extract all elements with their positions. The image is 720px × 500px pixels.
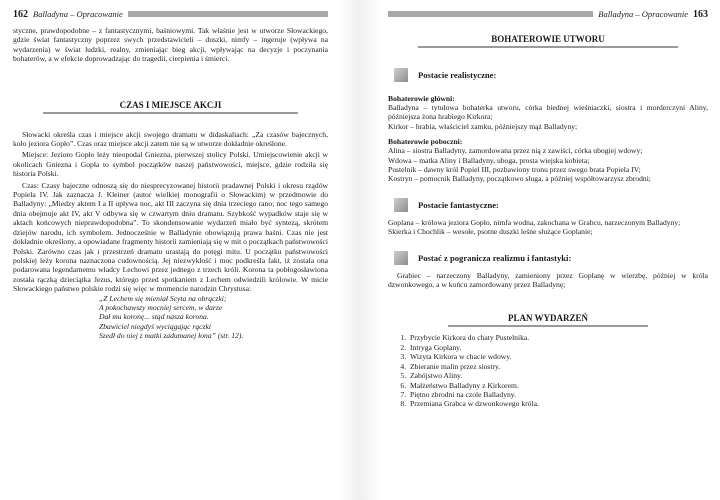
section-heading: BOHATEROWIE UTWORU [491,34,605,44]
category-borderline [394,251,708,265]
right-section-title: Balladyna – Opracowanie [598,9,688,19]
plan-heading: PLAN WYDARZEŃ [507,313,589,324]
character-entry: Kirkor – hrabia, właściciel zamku, późniejszy mąż Balladyny; [388,121,578,131]
heading-box [43,100,298,114]
list-item: 5. Zabójstwo Aliny. [408,371,708,380]
quote-line: „Z Lechem się mieniał Scyta na obrączki; [99,293,227,303]
quote-line: A pokochawszy mocniej sercem, w darze [99,302,223,312]
character-entry: Wdowa – matka Aliny i Balladyny, uboga, prosta wiejska kobieta; [388,155,590,165]
right-running-header [388,6,708,22]
side-characters-label: Bohaterowie poboczni: [388,137,463,147]
quote-line: Dał mu koronę... stąd nasza korona. [99,312,209,322]
character-entry: Pustelnik – dawny król Popiel III, pozbawiony tronu przez swego brata Popiela IV; [388,165,641,175]
character-entry: Balladyna – tytułowa bohaterka utworu, córka biednej wieśniaczki, siostra i morderczyni Aliny, późniejsza żona hrabiego Kirkora; [388,103,708,122]
list-item: 3. Wizyta Kirkora w chacie wdowy. [408,352,708,361]
character-entry: Goplana – królowa jeziora Gopło, nimfa wodna, zakochana w Grabcu, narzeczonym Balladyny; [388,217,681,227]
character-entry: Skierka i Chochlik – wesołe, psotne duszki leśne służące Goplanie; [388,227,593,237]
intro-paragraph: styczne, prawdopodobne – z fantastycznymi, baśniowymi. Tak właśnie jest w utworze Słowackiego, gdzie świat fantastyczny poprzez swych przedstawicieli – duszki, nimfy – ingeruje (wpływa na wydarzenia) w świat ludzki, realny, zmieniając bieg akcji, wpływając na decyzje i poczynania bohaterów, a w efekcie doprowadzając do tragedii, cierpienia i śmierci. [13,26,328,64]
left-page [0,0,338,500]
quote-line: Zbawiciel niegdyś wyciągając rączki [99,321,211,331]
left-section-title: Balladyna – Opracowanie [33,9,123,19]
header-rule [388,11,593,17]
category-realistic [394,68,708,82]
book-gutter [338,0,382,500]
list-item: 1. Przybycie Kirkora do chaty Pustelnika. [408,333,708,342]
character-entry: Alina – siostra Balladyny, zamordowana przez nią z zawiści, córka ubogiej wdowy; [388,146,643,156]
square-bullet-icon [394,68,408,82]
quote-line: Szedł do niej z matki zadumanej łona” (str. 12). [99,331,244,341]
character-entry: Kostryn – pomocnik Balladyny, początkowo sługa, a później współtowarzysz zbrodni; [388,174,651,184]
heading-box [448,313,648,327]
category-title: Postacie fantastyczne: [418,199,499,210]
list-item: 4. Zbieranie malin przez siostry. [408,362,708,371]
paragraph-2: Miejsce: Jezioro Gopło leży nieopodal Gniezna, pierwszej stolicy Polski. Umiejscowienie akcji w okolicach Gniezna i Gopła to symbol początków naszej państwowości, miejsce, gdzie rodziła się historia Polski. [13,150,328,179]
header-rule [128,11,328,17]
main-characters-label: Bohaterowie główni: [388,94,455,103]
right-page [382,0,720,500]
list-item: 8. Przemiana Grabca w dzwonkowego króla. [408,399,708,408]
category-title: Postacie realistyczne: [418,70,497,80]
section-heading: CZAS I MIEJSCE AKCJI [119,99,222,110]
square-bullet-icon [394,251,408,265]
paragraph-1: Słowacki określa czas i miejsce akcji swojego dramatu w didaskaliach: „Za czasów bajecznych, koło jeziora Gopło”. Czas oraz miejsce akcji zatem nie są w utworze dokładnie określone. [13,129,328,149]
list-item: 2. Intryga Goplany. [408,343,708,352]
left-page-number: 162 [13,8,28,20]
category-title: Postać z pogranicza realizmu i fantastyki: [418,252,572,263]
events-plan-list [388,333,708,408]
list-item: 6. Małżeństwo Balladyny z Kirkorem. [408,381,708,390]
heading-box [418,34,678,48]
list-item: 7. Piętno zbrodni na czole Balladyny. [408,390,708,399]
square-bullet-icon [394,198,408,212]
poem-quote [99,294,328,341]
paragraph-3: Czas: Czasy bajeczne odnoszą się do niesprecyzowanej historii pradawnej Polski i okresu rządów Popiela IV. Jak zaznacza J. Kleiner (autor wielkiej monografii o Słowackim) w przedmowie do Balladyny: „Miedzy aktem I a II upływa noc, akt III zaczyna się dnia trzeciego rano; noc tego samego dnia obejmuje akt IV, akt V odbywa się w czwartym dniu dramatu. Szybkość wypadków staje się w aktach końcowych nieprawdopodobna”. To skondensowanie wydarzeń miało być syntezą, skrótem dziejów narodu, ich symbolem. Jednocześnie w Balladynie obowiązują prawa baśni. Czas nie jest dokładnie określony, a opowiadane fragmenty historii zamieniają się w mit o początkach państwowości Polski. Zarówno czas jak i przestrzeń dramatu urastają do potęgi mitu. U początku państwowości polskiej leży korona naznaczona cudownością. Jej niezwykłość i moc podkreśla fakt, iż została ona podarowana legendarnemu władcy Lechowi przez jednego z trzech króli. Korona ta pobłogosławiona została rączką dzieciątka Jezus, którego przed spotkaniem z Lechem odwiedzili królowie. W micie Słowackiego państwo polskie rodzi się więc w momencie narodzin Chrystusa: [13,180,328,294]
category-fantastic [394,198,708,212]
character-entry: Grabiec – narzeczony Balladyny, zamieniony przez Goplanę w wierzbę, później w króla dzwonkowego, a w końcu zamordowany przez Balladynę; [388,270,708,290]
right-page-number: 163 [693,8,708,20]
left-running-header [13,6,328,22]
